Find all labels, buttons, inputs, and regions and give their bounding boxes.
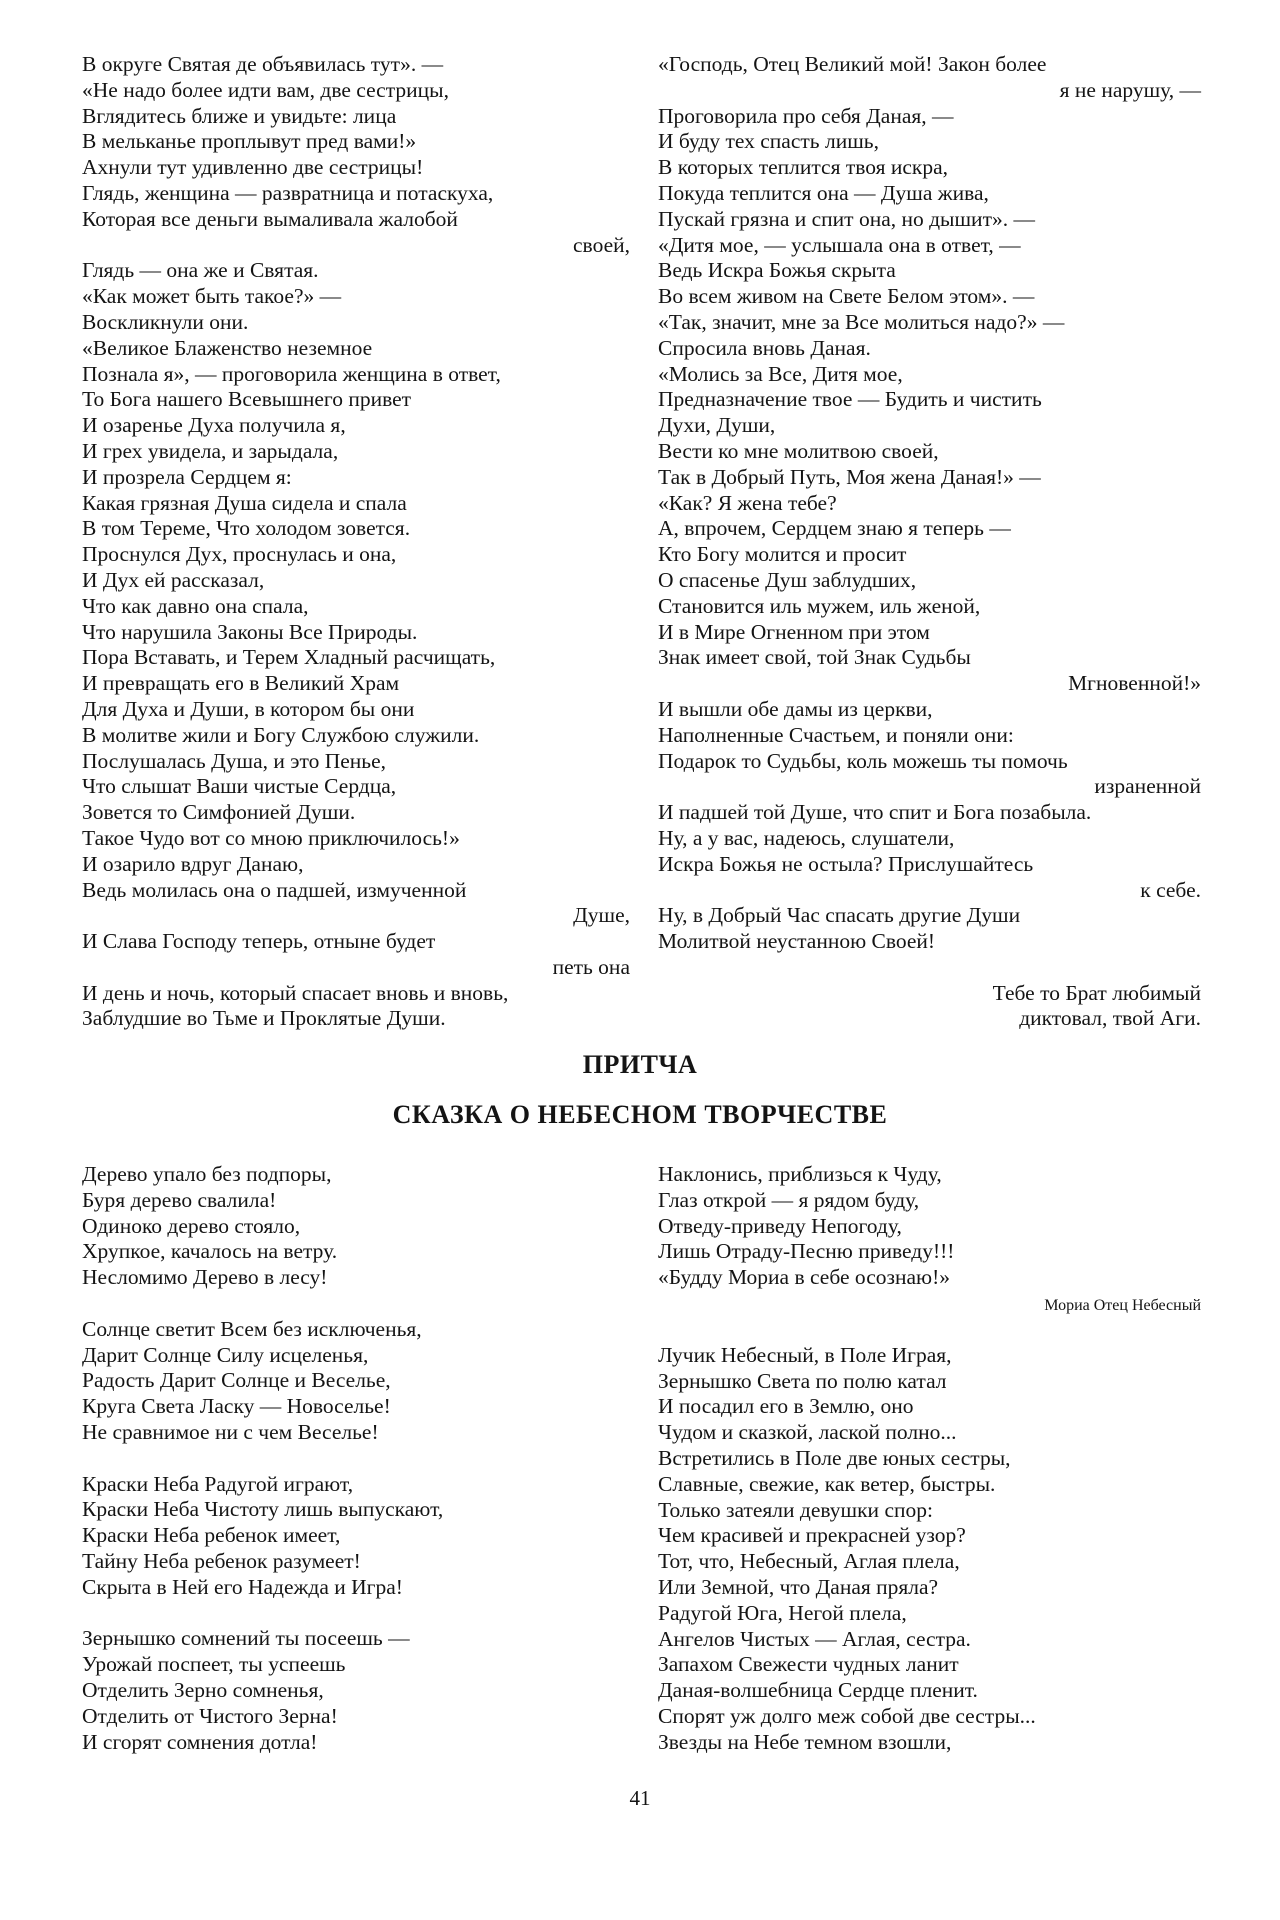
verse-line: Дерево упало без подпоры, [82,1162,332,1186]
poem-column-bottom-left [82,1162,630,1755]
verse-line: «Так, значит, мне за Все молиться надо?» — [658,309,1065,334]
verse-line: Глядь, женщина — развратница и потаскуха, [82,180,494,205]
verse-line: Краски Неба Радугой играют, [82,1471,354,1496]
verse-line: «Господь, Отец Великий мой! Закон более [658,52,1047,76]
verse-line: Славные, свежие, как ветер, быстры. [658,1471,996,1496]
verse-line: Что как давно она спала, [82,593,309,618]
verse-line: Краски Неба ребенок имеет, [82,1523,341,1548]
verse-line: Даная-волшебница Сердце пленит. [658,1678,978,1703]
verse-line: Зернышко Света по полю катал [658,1368,947,1393]
verse-line: Солнце светит Всем без исключенья, [82,1316,422,1341]
verse-line: В том Тереме, Что холодом зовется. [82,516,411,541]
verse-line: Лишь Отраду-Песню приведу!!! [658,1239,955,1264]
verse-line: Наклонись, приблизься к Чуду, [658,1162,942,1186]
verse-line: «Великое Блаженство неземное [82,335,373,360]
verse-line: Знак имеет свой, той Знак Судьбы [658,645,971,670]
verse-line: Что слышат Ваши чистые Сердца, [82,774,397,799]
verse-line: Что нарушила Законы Все Природы. [82,619,418,644]
verse-line: Дарит Солнце Силу исцеленья, [82,1342,369,1367]
verse-line: Пускай грязна и спит она, но дышит». — [658,206,1035,231]
verse-line: Кто Богу молится и просит [658,542,907,567]
verse-line: Запахом Свежести чудных ланит [658,1652,959,1677]
verse-line: Круга Света Ласку — Новоселье! [82,1394,391,1419]
verse-line: И посадил его в Землю, оно [658,1394,914,1419]
verse-line: И озарило вдруг Данаю, [82,851,304,876]
verse-line: Познала я», — проговорила женщина в ответ, [82,361,501,386]
verse-line: И озаренье Духа получила я, [82,413,346,438]
verse-line: Тайну Неба ребенок разумеет! [82,1548,361,1573]
attribution-line: Мориа Отец Небесный [1044,1296,1201,1314]
poem-column-bottom-right [658,1162,1201,1756]
verse-line: Только затеяли девушки спор: [658,1497,933,1522]
verse-line: Спорят уж долго меж собой две сестры... [658,1703,1036,1728]
verse-line: Радугой Юга, Негой плела, [658,1600,907,1625]
verse-line: И день и ночь, который спасает вновь и вновь, [82,980,509,1005]
verse-line: Вести ко мне молитвою своей, [658,438,939,463]
verse-line: Отделить Зерно сомненья, [82,1677,324,1702]
verse-line: своей, [573,232,630,257]
verse-line: Ведь Искра Божья скрыта [658,258,896,283]
verse-line: И прозрела Сердцем я: [82,464,292,489]
verse-line: Чудом и сказкой, лаской полно... [658,1420,957,1445]
verse-line: В молитве жили и Богу Службою служили. [82,722,480,747]
verse-line: Такое Чудо вот со мною приключилось!» [82,825,460,850]
verse-line: Ну, в Добрый Час спасать другие Души [658,903,1021,928]
verse-line: Отделить от Чистого Зерна! [82,1703,338,1728]
verse-line: Радость Дарит Солнце и Веселье, [82,1368,391,1393]
verse-line: В которых теплится твоя искра, [658,155,949,180]
verse-line: Ведь молилась она о падшей, измученной [82,877,467,902]
verse-line: Не сравнимое ни с чем Веселье! [82,1419,379,1444]
verse-line: Тот, что, Небесный, Аглая плела, [658,1549,960,1574]
verse-line: А, впрочем, Сердцем знаю я теперь — [658,516,1011,541]
verse-line: Какая грязная Душа сидела и спала [82,490,407,515]
verse-line: Глядь — она же и Святая. [82,258,319,283]
verse-line: Или Земной, что Даная пряла? [658,1574,939,1599]
verse-line: И Дух ей рассказал, [82,567,265,592]
verse-line: Проговорила про себя Даная, — [658,103,954,128]
verse-line: Которая все деньги вымаливала жалобой [82,206,458,231]
verse-line: Духи, Души, [658,413,776,438]
stanza-gap [82,1601,630,1627]
verse-line: петь она [552,954,630,979]
verse-line: Глаз открой — я рядом буду, [658,1187,920,1212]
verse-line: Лучик Небесный, в Поле Играя, [658,1342,952,1367]
poem-column-top-left [82,52,630,1032]
stanza-gap [658,1317,1201,1343]
verse-line: Спросила вновь Даная. [658,335,871,360]
stanza-gap [658,955,1201,981]
verse-line: Отведу-приведу Непогоду, [658,1213,902,1238]
verse-line: «Как? Я жена тебе? [658,490,837,515]
verse-line: И Слава Господу теперь, отныне будет [82,929,436,954]
verse-line: Покуда теплится она — Душа жива, [658,180,989,205]
verse-line: диктовал, твой Аги. [1019,1006,1201,1031]
verse-line: Несломимо Дерево в лесу! [82,1265,328,1290]
verse-line: И падшей той Душе, что спит и Бога позабыла. [658,800,1092,825]
verse-line: Проснулся Дух, проснулась и она, [82,542,397,567]
verse-line: Ангелов Чистых — Аглая, сестра. [658,1626,971,1651]
verse-line: Душе, [573,903,630,928]
verse-line: Скрыта в Ней его Надежда и Игра! [82,1574,403,1599]
verse-line: Во всем живом на Свете Белом этом». — [658,284,1035,309]
verse-line: к себе. [1140,877,1201,902]
verse-line: Чем красивей и прекрасней узор? [658,1523,966,1548]
verse-line: И превращать его в Великий Храм [82,671,400,696]
verse-line: «Молись за Все, Дитя мое, [658,361,903,386]
verse-line: Одиноко дерево стояло, [82,1213,301,1238]
section-heading-parable: ПРИТЧА [582,1050,698,1079]
verse-line: Подарок то Судьбы, коль можешь ты помочь [658,748,1068,773]
verse-line: Тебе то Брат любимый [992,980,1201,1005]
verse-line: Молитвой неустанною Своей! [658,929,936,954]
verse-line: То Бога нашего Всевышнего привет [82,387,412,412]
verse-line: Для Духа и Души, в котором бы они [82,696,415,721]
verse-line: израненной [1094,774,1201,799]
verse-line: Зовется то Симфонией Души. [82,800,356,825]
verse-line: «Будду Мориа в себе осознаю!» [658,1265,951,1290]
verse-line: «Дитя мое, — услышала она в ответ, — [658,232,1021,257]
verse-line: И грех увидела, и зарыдала, [82,438,339,463]
page-number: 41 [629,1786,651,1810]
verse-line: В мельканье проплывут пред вами!» [82,129,417,154]
verse-line: Краски Неба Чистоту лишь выпускают, [82,1497,444,1522]
stanza-gap [82,1446,630,1472]
verse-line: «Как может быть такое?» — [82,284,342,309]
verse-line: И вышли обе дамы из церкви, [658,696,933,721]
poem-column-top-right [658,52,1201,1032]
verse-line: Наполненные Счастьем, и поняли они: [658,722,1014,747]
verse-line: «Не надо более идти вам, две сестрицы, [82,77,449,102]
verse-line: Ну, а у вас, надеюсь, слушатели, [658,825,955,850]
verse-line: И сгорят сомнения дотла! [82,1729,318,1754]
verse-line: Мгновенной!» [1068,671,1201,696]
verse-line: Буря дерево свалила! [82,1187,277,1212]
verse-line: Искра Божья не остыла? Прислушайтесь [658,851,1034,876]
verse-line: Пора Вставать, и Терем Хладный расчищать, [82,645,496,670]
verse-line: В округе Святая де объявилась тут». — [82,52,444,76]
verse-line: Урожай поспеет, ты успеешь [82,1652,346,1677]
verse-line: О спасенье Душ заблудших, [658,567,917,592]
verse-line: Становится иль мужем, иль женой, [658,593,981,618]
stanza-gap [82,1291,630,1317]
verse-line: Хрупкое, качалось на ветру. [82,1239,338,1264]
verse-line: Ахнули тут удивленно две сестрицы! [82,155,424,180]
verse-line: Так в Добрый Путь, Моя жена Даная!» — [658,464,1041,489]
verse-line: я не нарушу, — [1059,77,1201,102]
verse-line: И буду тех спасть лишь, [658,129,879,154]
verse-line: Предназначение твое — Будить и чистить [658,387,1042,412]
verse-line: И в Мире Огненном при этом [658,619,930,644]
verse-line: Зернышко сомнений ты посеешь — [82,1626,410,1651]
verse-line: Заблудшие во Тьме и Проклятые Души. [82,1006,446,1031]
section-heading-title: СКАЗКА О НЕБЕСНОМ ТВОРЧЕСТВЕ [392,1100,888,1129]
verse-line: Послушалась Душа, и это Пенье, [82,748,387,773]
verse-line: Воскликнули они. [82,309,249,334]
verse-line: Встретились в Поле две юных сестры, [658,1445,1011,1470]
verse-line: Вглядитесь ближе и увидьте: лица [82,103,397,128]
verse-line: Звезды на Небе темном взошли, [658,1729,952,1754]
